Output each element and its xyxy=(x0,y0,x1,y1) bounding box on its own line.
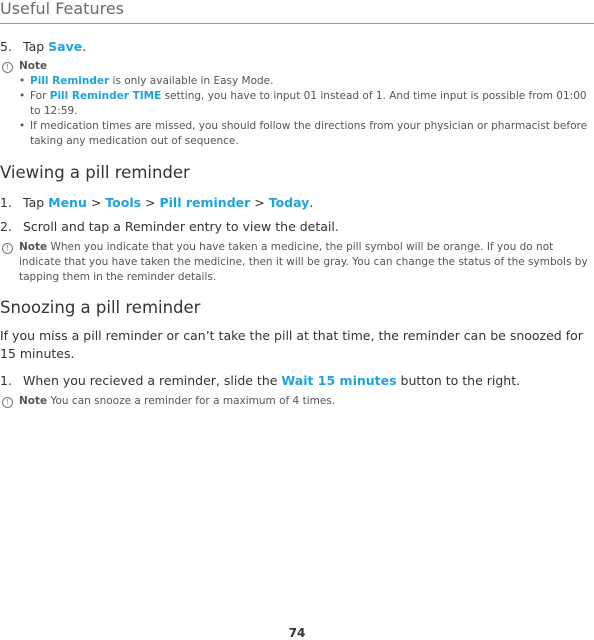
step-text-end: . xyxy=(309,195,314,210)
step-text: Tap xyxy=(23,195,49,210)
step-text: Scroll and tap a Reminder entry to view the detail. xyxy=(23,219,339,234)
section-heading-viewing: Viewing a pill reminder xyxy=(0,163,190,182)
bullet-dot-icon: • xyxy=(19,120,26,132)
step-number: 1. xyxy=(0,373,12,388)
info-icon: ! xyxy=(2,397,13,408)
bullet-text: For xyxy=(30,90,50,102)
step-number: 2. xyxy=(0,219,12,234)
step-text-end: button to the right. xyxy=(396,373,521,388)
menu-link[interactable]: Menu xyxy=(48,195,87,210)
step-text: When you recieved a reminder, slide the xyxy=(23,373,282,388)
path-separator: > xyxy=(250,195,269,210)
header-divider xyxy=(0,23,594,24)
bullet-text: If medication times are missed, you should follow the directions from your physician or pharmacist before taking any medication out of sequence. xyxy=(30,120,588,147)
info-icon: ! xyxy=(2,62,13,73)
page-header-title: Useful Features xyxy=(0,0,124,18)
step-number: 1. xyxy=(0,195,12,210)
tools-link[interactable]: Tools xyxy=(105,195,142,210)
note-label: Note xyxy=(19,395,48,407)
today-link[interactable]: Today xyxy=(268,195,310,210)
note-label: Note xyxy=(19,241,48,253)
note-text: You can snooze a reminder for a maximum of 4 times. xyxy=(47,395,336,407)
page-number: 74 xyxy=(288,626,306,640)
bullet-text: is only available in Easy Mode. xyxy=(109,75,274,87)
section-heading-snoozing: Snoozing a pill reminder xyxy=(0,298,201,317)
wait-15-minutes-link[interactable]: Wait 15 minutes xyxy=(281,373,397,388)
bullet-text: setting, you have to input 01 instead of 1. And time input is possible from 01:00 to 12:59. xyxy=(30,90,587,117)
step-text-end: . xyxy=(82,39,87,54)
path-separator: > xyxy=(141,195,160,210)
step-text: Tap xyxy=(23,39,49,54)
note-label: Note xyxy=(19,60,48,72)
bullet-dot-icon: • xyxy=(19,90,26,102)
bullet-dot-icon: • xyxy=(19,75,26,87)
pill-reminder-time-link[interactable]: Pill Reminder TIME xyxy=(49,90,162,102)
snooze-note xyxy=(19,394,589,409)
info-icon: ! xyxy=(2,243,13,254)
pill-reminder-menu-link[interactable]: Pill reminder xyxy=(159,195,251,210)
path-separator: > xyxy=(86,195,106,210)
step-number: 5. xyxy=(0,39,12,54)
view-note xyxy=(19,240,589,285)
snooze-intro: If you miss a pill reminder or can’t take the pill at that time, the reminder can be snoozed for 15 minutes. xyxy=(0,328,583,361)
save-link[interactable]: Save xyxy=(48,39,83,54)
note-text: When you indicate that you have taken a medicine, the pill symbol will be orange. If you do not indicate that you have taken the medicine, then it will be gray. You can change the status of the symbols by tapping them in the reminder details. xyxy=(19,241,588,283)
pill-reminder-link[interactable]: Pill Reminder xyxy=(30,75,110,87)
